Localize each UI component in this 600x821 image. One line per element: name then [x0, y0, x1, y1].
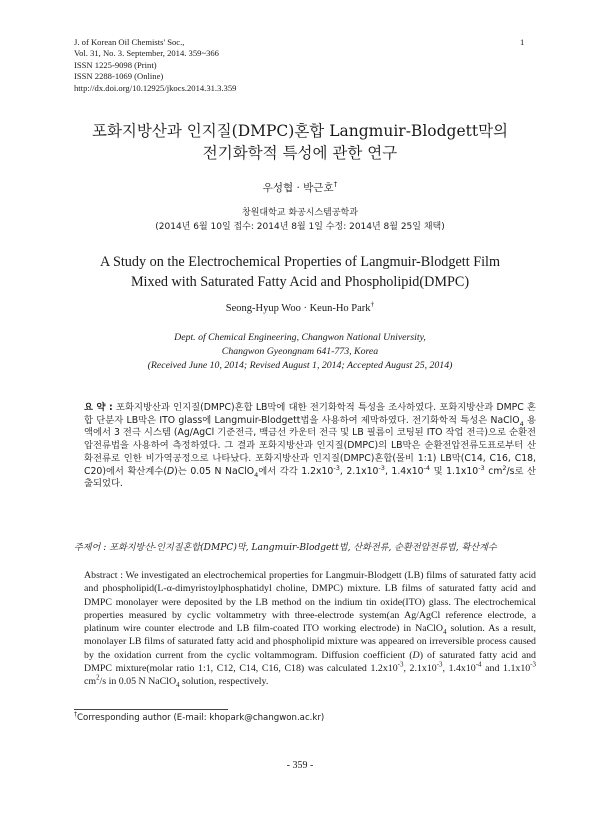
korean-author-names: 우성협 · 박근호 [262, 182, 334, 194]
page-number: - 359 - [286, 760, 314, 771]
subscript: 4 [443, 629, 447, 637]
diffusion-symbol: D [167, 465, 175, 477]
korean-author-mark: † [333, 179, 338, 189]
korean-title [60, 120, 540, 164]
english-abstract-text: and 1.1x10 [481, 663, 531, 675]
korean-keywords-text: 포화지방산-인지질혼합(DMPC)막, Langmuir-Blodgett법, 산화전류, 순환전압전류법, 확산계수 [106, 543, 497, 553]
korean-abstract-label: 요 약 : [84, 402, 113, 413]
english-abstract-text: , 1.4x10 [442, 663, 476, 675]
korean-abstract-text: 용액에서 3 전극 시스템 (Ag/AgCl 기준전극, 백금선 카운터 전극 및 LB 필름이 코팅된 ITO 작업 전극)으로 순환전압전류법을 사용하여 측정하였다. 그 결과 포화지방산과 인지질(DMPC)의 LB막은 순환전압전류도표로부터 산화전류로 인한 비가역공정으로 나타났다. 포화지방산과 인지질(DMPC)혼합(몰비 1:1) LB막(C14, C16, C18, C20)에서 확산계수( [84, 414, 536, 477]
korean-title-line-1: 포화지방산과 인지질(DMPC)혼합 Langmuir-Blodgett막의 [91, 122, 509, 140]
korean-abstract-text: )는 0.05 N NaClO [174, 465, 255, 477]
footnote [74, 713, 324, 723]
korean-keywords-label: 주제어 : [74, 543, 107, 553]
korean-affiliation-name: 창원대학교 화공시스템공학과 [242, 208, 358, 218]
superscript: -3 [478, 463, 485, 472]
english-affiliation [0, 331, 600, 373]
korean-abstract-text: 포화지방산과 인지질(DMPC)혼합 LB막에 대한 전기화학적 특성을 조사하였다. 포화지방산과 DMPC 혼합 단분자 LB막은 ITO glass에 Langmuir-Blodgett법을 사용하여 제막하였다. 전기화학적 특성은 NaClO [84, 402, 537, 426]
korean-abstract-text: 및 1.1x10 [430, 465, 479, 477]
english-abstract-text: solution, respectively. [179, 676, 269, 688]
superscript: -3 [530, 661, 536, 669]
footnote-mark: † [74, 711, 78, 719]
superscript: -3 [436, 661, 443, 669]
superscript: 2 [96, 675, 100, 683]
superscript: -4 [475, 661, 482, 669]
english-authors [0, 299, 600, 314]
superscript: -3 [397, 661, 404, 669]
korean-abstract-text: , 1.4x10 [384, 465, 424, 477]
subscript: 4 [254, 470, 259, 479]
english-author-names: Seong-Hyup Woo · Keun-Ho Park [225, 303, 371, 314]
korean-keywords [74, 540, 526, 553]
diffusion-symbol: D [412, 649, 420, 661]
english-abstract-text: solution. As a result, monolayer LB films of saturated fatty acid and phospholipid mixture was appeared on irreversible process caused by the oxidation current from the cyclic voltammogram. Diffusion coefficient ( [84, 623, 537, 661]
english-affiliation-line-2: Changwon Gyeongnam 641-773, Korea [221, 346, 379, 357]
english-affiliation-line-1: Dept. of Chemical Engineering, Changwon National University, [174, 332, 426, 343]
korean-abstract-text: /s로 산출되었다. [84, 465, 537, 490]
korean-title-line-2: 전기화학적 특성에 관한 연구 [202, 144, 398, 162]
korean-affiliation [0, 207, 600, 234]
english-title-line-2: Mixed with Saturated Fatty Acid and Phospholipid(DMPC) [130, 274, 470, 290]
korean-abstract-text: 에서 각각 1.2x10 [258, 465, 334, 477]
journal-issn-print: ISSN 1225-9098 (Print) [74, 59, 157, 70]
english-title-line-1: A Study on the Electrochemical Properties of Langmuir-Blodgett Film [99, 254, 501, 270]
footnote-divider [74, 709, 228, 710]
superscript: -3 [333, 463, 340, 472]
english-abstract-text: /s in 0.05 N NaClO [99, 676, 177, 688]
journal-doi[interactable]: http://dx.doi.org/10.12925/jkocs.2014.31.3.359 [74, 82, 237, 93]
subscript: 4 [176, 682, 180, 690]
superscript: -4 [423, 463, 431, 472]
korean-authors [0, 180, 600, 195]
subscript: 4 [519, 419, 524, 428]
english-title [40, 252, 560, 292]
korean-dates: (2014년 6월 10일 접수: 2014년 8월 1일 수정: 2014년 8월 25일 채택) [155, 221, 445, 232]
journal-name: J. of Korean Oil Chemists' Soc., [74, 37, 185, 47]
english-abstract-text: , 2.1x10 [403, 663, 437, 675]
journal-volume: Vol. 31, No. 3. September, 2014. 359~366 [74, 48, 219, 59]
superscript: -3 [378, 463, 385, 472]
korean-abstract-text: , 2.1x10 [339, 465, 379, 477]
superscript: 2 [502, 463, 507, 472]
english-abstract-text: cm [84, 676, 97, 688]
korean-abstract [74, 402, 536, 491]
korean-abstract-text: cm [484, 465, 503, 477]
page-mark: 1 [520, 37, 525, 47]
footnote-text[interactable]: Corresponding author (E-mail: khopark@changwon.ac.kr) [77, 713, 325, 723]
english-abstract-label: Abstract [84, 570, 118, 581]
english-abstract-text: ) of saturated fatty acid and DMPC mixture(molar ratio 1:1, C12, C14, C16, C18) was calculated 1.2x10 [84, 649, 536, 675]
journal-issn-online: ISSN 2288-1069 (Online) [74, 71, 164, 82]
english-abstract [74, 569, 536, 689]
english-abstract-text: : We investigated an electrochemical properties for Langmuir-Blodgett (LB) films of saturated fatty acid and phospholipid(L-α-dimyristoylphosphatidyl choline, DMPC) mixture. LB films of saturated fatty acid and DMPC monolayer were deposited by the LB method on the indium tin oxide(ITO) glass. The electrochemical properties measured by cyclic voltammetry with three-electrode system(an Ag/AgCl reference electrode, a platinum wire counter electrode and LB film-coated ITO working electrode) in NaClO [84, 570, 536, 635]
english-received-dates: (Received June 10, 2014; Revised August 1, 2014; Accepted August 25, 2014) [147, 360, 453, 371]
english-author-mark: † [370, 299, 375, 309]
journal-info [74, 37, 236, 94]
